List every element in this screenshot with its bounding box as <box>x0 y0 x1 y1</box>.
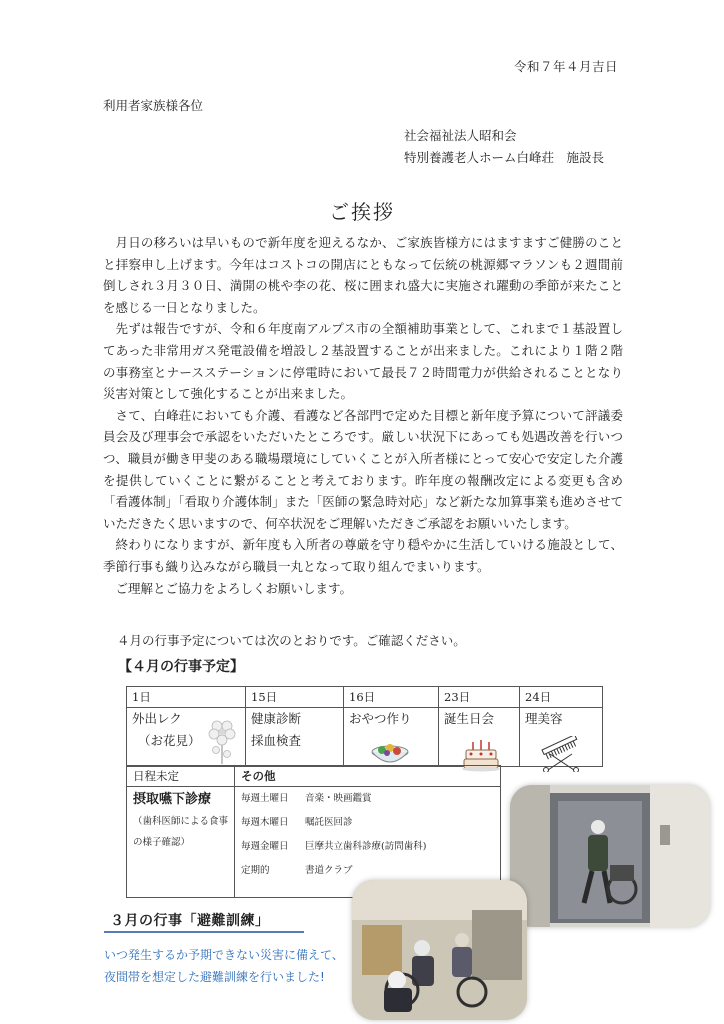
undecided-note: の様子確認） <box>133 837 191 848</box>
undecided-title: 摂取嚥下診療 <box>133 792 212 807</box>
event-date-row <box>127 687 603 708</box>
paragraph: 終わりになりますが、新年度も入所者の尊厳を守り穏やかに生活していける施設として、季節行事も織り込みながら職員一丸となって取り組んでまいります。 <box>103 537 623 574</box>
comb-scissors-icon <box>538 736 582 772</box>
march-title-underline <box>104 931 304 933</box>
letter-title: ご挨拶 <box>329 200 395 224</box>
schedule-intro: ４月の行事予定については次のとおりです。ご確認ください。 <box>117 633 466 648</box>
other-item <box>241 787 494 811</box>
event-schedule-table <box>126 686 603 767</box>
event-detail: （お花見） <box>138 733 201 748</box>
elevator-scene-illustration <box>510 785 710 927</box>
event-date: 23日 <box>439 687 520 708</box>
event-name: 健康診断 <box>251 711 302 726</box>
event-cell <box>127 708 246 767</box>
letter-body <box>103 232 623 599</box>
event-date: 15日 <box>246 687 344 708</box>
paragraph: 月日の移ろいは早いもので新年度を迎えるなか、ご家族皆様方にはますますご健勝のことと拝察申し上げます。今年はコストコの開店にともなって伝統の桃源郷マラソンも２週間前倒しされ３月３０日、満開の桃や李の花、桜に囲まれ盛大に実施され躍動の季節が来たことを感じる一日となりました。 <box>103 235 623 315</box>
event-date: 24日 <box>520 687 603 708</box>
evacuation-photo-elevator <box>510 785 710 927</box>
event-name: 誕生日会 <box>444 711 495 726</box>
other-item <box>241 835 494 859</box>
flower-icon <box>205 716 239 766</box>
event-name: 外出レク <box>132 711 182 726</box>
march-event-title: ３月の行事「避難訓練」 <box>110 913 270 929</box>
undecided-note: （歯科医師による食事 <box>133 816 229 827</box>
event-cell <box>439 708 520 767</box>
event-detail: 採血検査 <box>251 733 302 748</box>
event-cell <box>520 708 603 767</box>
event-date: 16日 <box>344 687 439 708</box>
document-date: 令和７年４月吉日 <box>513 59 618 74</box>
march-text-line: いつ発生するか予期できない災害に備えて、 <box>104 948 344 962</box>
other-schedule-table <box>126 765 501 898</box>
evacuation-photo-hallway <box>352 880 527 1020</box>
other-header-row <box>127 766 501 787</box>
march-text-line: 夜間帯を想定した避難訓練を行いました! <box>104 970 325 984</box>
event-name: おやつ作り <box>349 711 412 726</box>
other-header: その他 <box>235 766 501 787</box>
other-item-when: 毎週土曜日 <box>241 793 289 804</box>
paragraph: さて、白峰荘においても介護、看護など各部門で定めた目標と新年度予算について評議委員会及び理事会で承認をいただいたところです。厳しい状況下にあっても処遇改善を行いつつ、職員が働き甲斐のある職場環境にしていくことが入所者様にとって安心で安定した介護を提供していくことに繋がることと考えております。昨年度の報酬改定による変更も含め「看護体制」「看取り介護体制」また「医師の緊急時対応」など新たな加算事業も進めさせていただきたく思いますので、何卒状況をご理解いただきご承認をお願いいたします。 <box>103 407 623 531</box>
other-item-what: 嘱託医回診 <box>305 817 353 828</box>
march-event-description <box>104 944 344 988</box>
event-name: 理美容 <box>525 711 563 726</box>
sender-facility: 特別養護老人ホーム白峰荘 施設長 <box>404 150 605 165</box>
other-item-what: 書道クラブ <box>305 865 353 876</box>
event-name-row <box>127 708 603 767</box>
sender-organization: 社会福祉法人昭和会 <box>404 128 517 143</box>
other-item-what: 音楽・映画鑑賞 <box>305 793 372 804</box>
undecided-cell <box>127 787 235 898</box>
other-item-when: 毎週木曜日 <box>241 817 289 828</box>
paragraph: ご理解とご協力をよろしくお願いします。 <box>115 580 353 596</box>
other-item-what: 巨摩共立歯科診療(訪問歯科) <box>305 841 427 852</box>
schedule-heading: 【４月の行事予定】 <box>118 659 244 675</box>
event-cell <box>246 708 344 767</box>
paragraph: 先ずは報告ですが、令和６年度南アルプス市の全額補助事業として、これまで１基設置してあった非常用ガス発電設備を増設し２基設置することが出来ました。これにより１階２階の事務室とナースステーションに停電時において最長７２時間電力が供給されることとなり災害対策として強化することが出来ました。 <box>103 321 623 402</box>
event-cell <box>344 708 439 767</box>
other-item <box>241 811 494 835</box>
undecided-header: 日程未定 <box>127 766 235 787</box>
hallway-scene-illustration <box>352 880 527 1020</box>
recipient: 利用者家族様各位 <box>103 98 204 113</box>
event-date: 1日 <box>127 687 246 708</box>
other-item-when: 定期的 <box>241 865 270 876</box>
sender-block <box>404 125 604 169</box>
other-item-when: 毎週金曜日 <box>241 841 289 852</box>
